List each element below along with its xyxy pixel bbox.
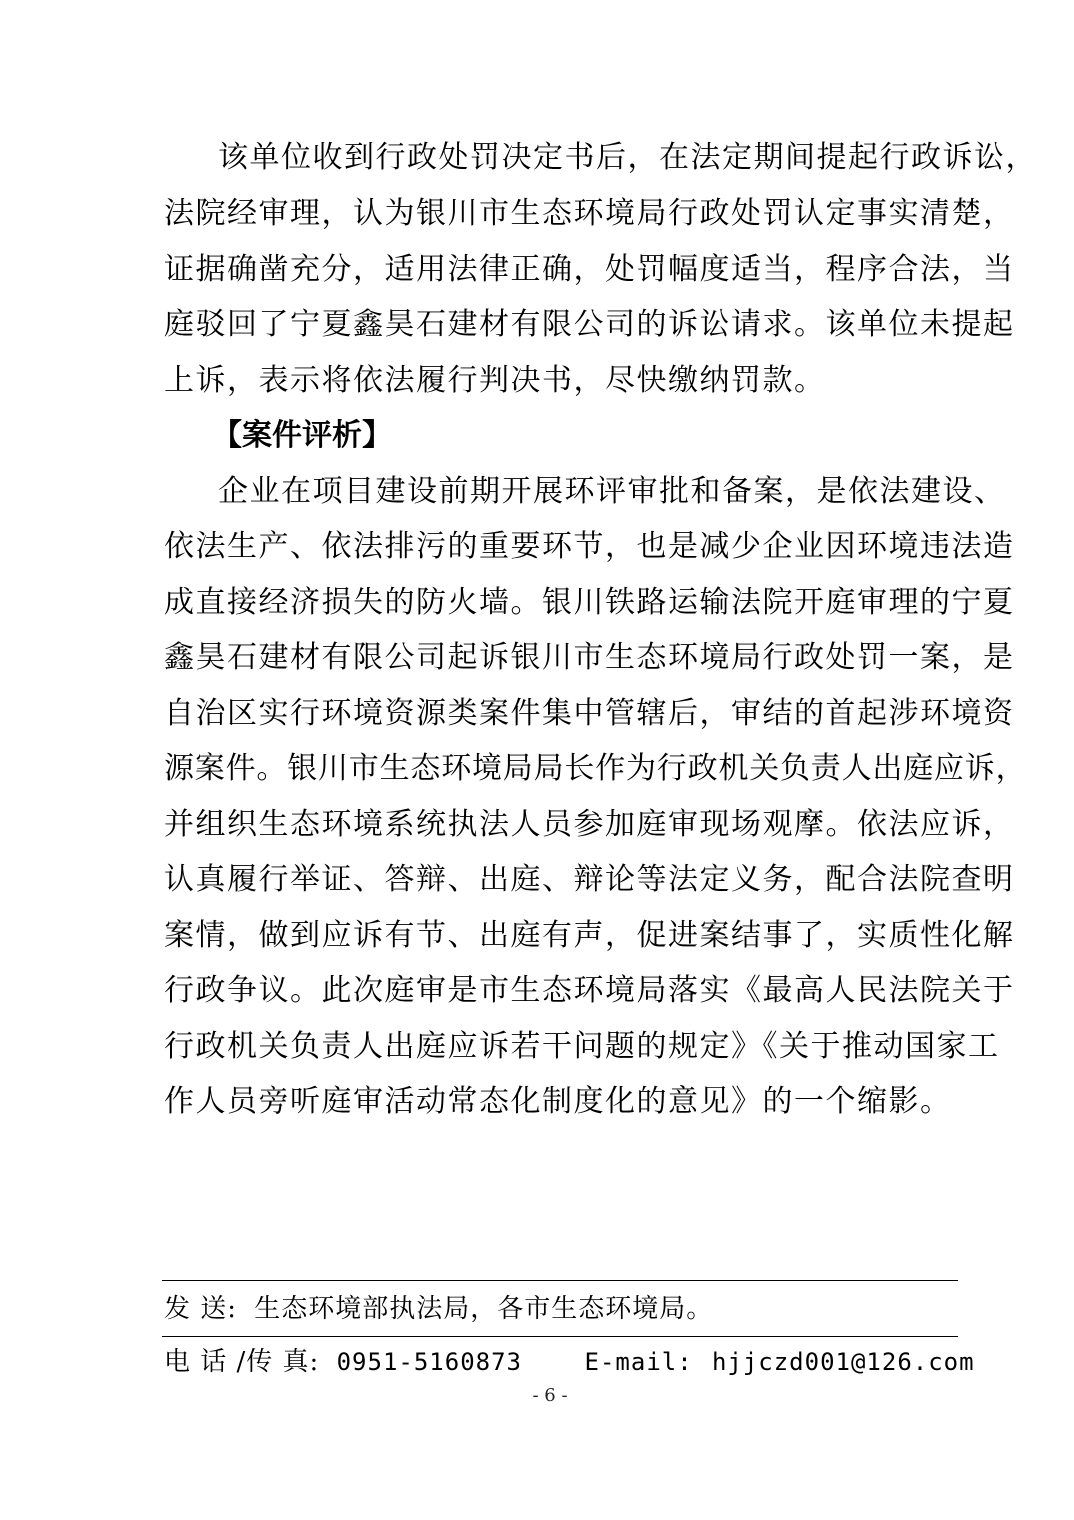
phone-number: 0951-5160873: [336, 1348, 522, 1376]
footer-top-rule: [162, 1280, 958, 1281]
text-line: 法院经审理，认为银川市生态环境局行政处罚认定事实清楚，: [164, 196, 1015, 231]
text-line: 鑫昊石建材有限公司起诉银川市生态环境局行政处罚一案，是: [164, 640, 1015, 675]
text-line: 作人员旁听庭审活动常态化制度化的意见》的一个缩影。: [164, 1084, 952, 1119]
page-number: - 6 -: [532, 1385, 568, 1406]
text-line: 企业在项目建设前期开展环评审批和备案，是依法建设、: [218, 474, 1006, 509]
text-line: 成直接经济损失的防火墙。银川铁路运输法院开庭审理的宁夏: [164, 585, 1015, 620]
text-line: 行政争议。此次庭审是市生态环境局落实《最高人民法院关于: [164, 973, 1015, 1008]
text-line: 庭驳回了宁夏鑫昊石建材有限公司的诉讼请求。该单位未提起: [164, 307, 1015, 342]
section-heading: 【案件评析】: [212, 418, 392, 453]
text-line: 认真履行举证、答辩、出庭、辩论等法定义务，配合法院查明: [164, 862, 1015, 897]
email-address: hjjczd001@126.com: [711, 1348, 975, 1376]
contact-label: 电 话 /传 真:: [164, 1347, 320, 1377]
text-line: 行政机关负责人出庭应诉若干问题的规定》《关于推动国家工: [164, 1029, 1000, 1064]
text-line: 上诉，表示将依法履行判决书，尽快缴纳罚款。: [164, 363, 826, 398]
text-line: 并组织生态环境系统执法人员参加庭审现场观摩。依法应诉，: [164, 807, 1015, 842]
contact-line: [164, 1344, 975, 1380]
text-line: 该单位收到行政处罚决定书后，在法定期间提起行政诉讼，: [218, 140, 1037, 175]
email-label: E-mail:: [584, 1348, 693, 1376]
footer-middle-rule: [162, 1336, 958, 1337]
text-line: 自治区实行环境资源类案件集中管辖后，审结的首起涉环境资: [164, 696, 1015, 731]
text-line: 源案件。银川市生态环境局局长作为行政机关负责人出庭应诉，: [164, 751, 1027, 786]
text-line: 依法生产、依法排污的重要环节，也是减少企业因环境违法造: [164, 529, 1015, 564]
send-to-label: 发 送:: [164, 1294, 238, 1324]
text-line: 证据确凿充分，适用法律正确，处罚幅度适当，程序合法，当: [164, 252, 1015, 287]
send-to-line: [164, 1291, 713, 1327]
send-to-value: 生态环境部执法局，各市生态环境局。: [254, 1294, 714, 1324]
text-line: 案情，做到应诉有节、出庭有声，促进案结事了，实质性化解: [164, 918, 1015, 953]
